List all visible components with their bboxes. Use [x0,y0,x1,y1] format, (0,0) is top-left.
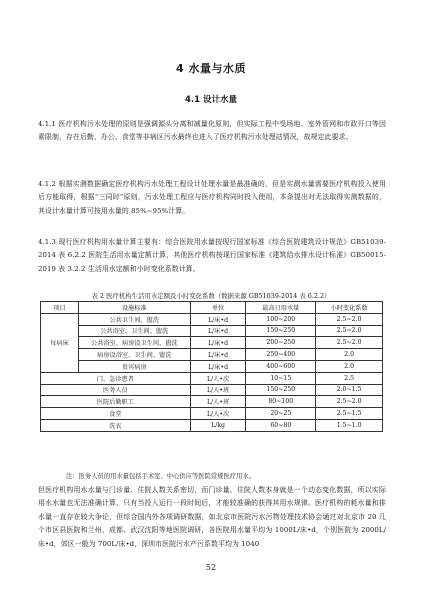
table-row [41,325,383,337]
table-header-cell: 最高日用水量 [246,302,316,314]
table-cell: 医院后勤职工 [41,396,191,408]
table-cell: 400~600 [246,360,316,372]
table-cell: 20~25 [246,408,316,420]
table-cell: L/床•d [190,349,246,361]
table-cell: 2.5~2.0 [316,396,383,408]
table-caption: 表 2 医疗机构生活用水定额及小时变化系数（数据来源 GB51039-2014 表 6.2.2） [91,292,331,300]
table-cell: 2.0 [316,349,383,361]
table-cell: 2.0~1.5 [316,384,383,396]
table-row [41,419,383,431]
table-cell: L/人•班 [190,384,246,396]
table-row [41,384,383,396]
table-cell: 2.0 [316,360,383,372]
table-cell: 150~250 [246,384,316,396]
table-cell: 2.5~2.0 [316,313,383,325]
table-cell: 100~200 [246,313,316,325]
table-cell: 200~250 [246,337,316,349]
table-cell: 贵宾病房 [78,360,190,372]
table-cell: 公共卫生间、盥洗 [78,313,190,325]
paragraph-4-1-3: 4.1.3 现行医疗机构用水量计算主要有：综合医院用水量按现行国家标准《综合医院建筑设计规范》GB51039-2014 表 6.2.2 医院生活用水量定额计算，其他医疗机构按现行国家标准《建筑给水排水设计标准》GB50015-2019 表 3.2.2 生活用水定额和小时变化系数计算。 [38,238,386,273]
table-cell: 洗衣 [41,419,191,431]
table-cell: L/人•班 [190,396,246,408]
table-cell: 公共浴室、病房设卫生间、盥洗 [78,337,190,349]
table-cell: L/床•d [190,313,246,325]
table-cell: 医务人员 [41,384,191,396]
table-row [41,372,383,384]
table-row [41,313,383,325]
group-label-cell: 每病床 [41,313,79,372]
table-header-cell: 小时变化系数 [316,302,383,314]
section-title: 4.1 设计水量 [184,95,238,105]
table-cell: 150~250 [246,325,316,337]
table-cell: L/kg [190,419,246,431]
table-cell: 1.5~1.0 [316,419,383,431]
table-cell: L/床•d [190,325,246,337]
table-cell: 门、急诊患者 [41,372,191,384]
table-row [41,349,383,361]
table-cell: L/人•次 [190,408,246,420]
table-row [41,396,383,408]
table-cell: 10~15 [246,372,316,384]
table-header-row [41,302,383,314]
table-row [41,408,383,420]
paragraph-discussion: 但医疗机构用水水量与门诊量、住院人数关系密切，而门诊量、住院人数本身就是一个动态变化数据，所以实际用水水量也无法准确计算，只有当投入运行一段时间后，才能较准确的获得其用水规律。医疗机构的耗水量和排水量一直存在较大争论，但综合国内外各项调研数据，如北京市医院污水污物处理技术协会通过对北京市 20 几个市区县医院和兰州、成都、武汉沈阳等地医院调研，各医院用水量平均为 1000L/床•d，个别医院为 2000L/床•d，郊区一般为 700L/床•d，深圳市医院污水产污系数平均为 1040 [38,486,386,548]
table-cell: 公共浴室、卫生间、盥洗 [78,325,190,337]
table-cell: 2.5~1.5 [316,408,383,420]
paragraph-4-1-2: 4.1.2 根据实测数据确定医疗机构污水处理工程设计处理水量是最准确的，但是实测水量需要医疗机构投入使用后方能取得，根据“三同时”原则，污水处理工程应与医疗机构同时投入使用，本条提出对无法取得实测数据的，其设计水量计算可按用水量的 85%~95%计算。 [38,180,386,215]
page-number: 52 [205,563,217,572]
table-cell: 60~80 [246,419,316,431]
table-note: 注：医务人员的用水量包括手术室、中心供应等医院常规医疗用水。 [66,473,255,480]
table-header-cell: 单位 [190,302,246,314]
chapter-title: 4 水量与水质 [176,62,246,75]
table-header-cell: 设施标准 [78,302,190,314]
water-quota-table [40,301,383,432]
table-header-cell: 项目 [41,302,79,314]
table-cell: 病房设浴室、卫生间、盥洗 [78,349,190,361]
table-cell: L/床•d [190,337,246,349]
table-cell: L/人•次 [190,372,246,384]
table-cell: 2.5~2.0 [316,337,383,349]
table-cell: 2.5 [316,372,383,384]
table-row [41,337,383,349]
table-cell: 80~100 [246,396,316,408]
table-cell: 2.5~2.0 [316,325,383,337]
table-row [41,360,383,372]
table-cell: 食堂 [41,408,191,420]
table-cell: 250~400 [246,349,316,361]
table-cell: L/床•d [190,360,246,372]
paragraph-4-1-1: 4.1.1 医疗机构污水处理的原则是强调源头分离和减量化原则，但实际工程中受场地、室外管网和市政开口等因素限制，存在后勤、办公、食堂等非病区污水最终也进入了医疗机构污水处理站情况，故规定此要求。 [38,120,386,142]
